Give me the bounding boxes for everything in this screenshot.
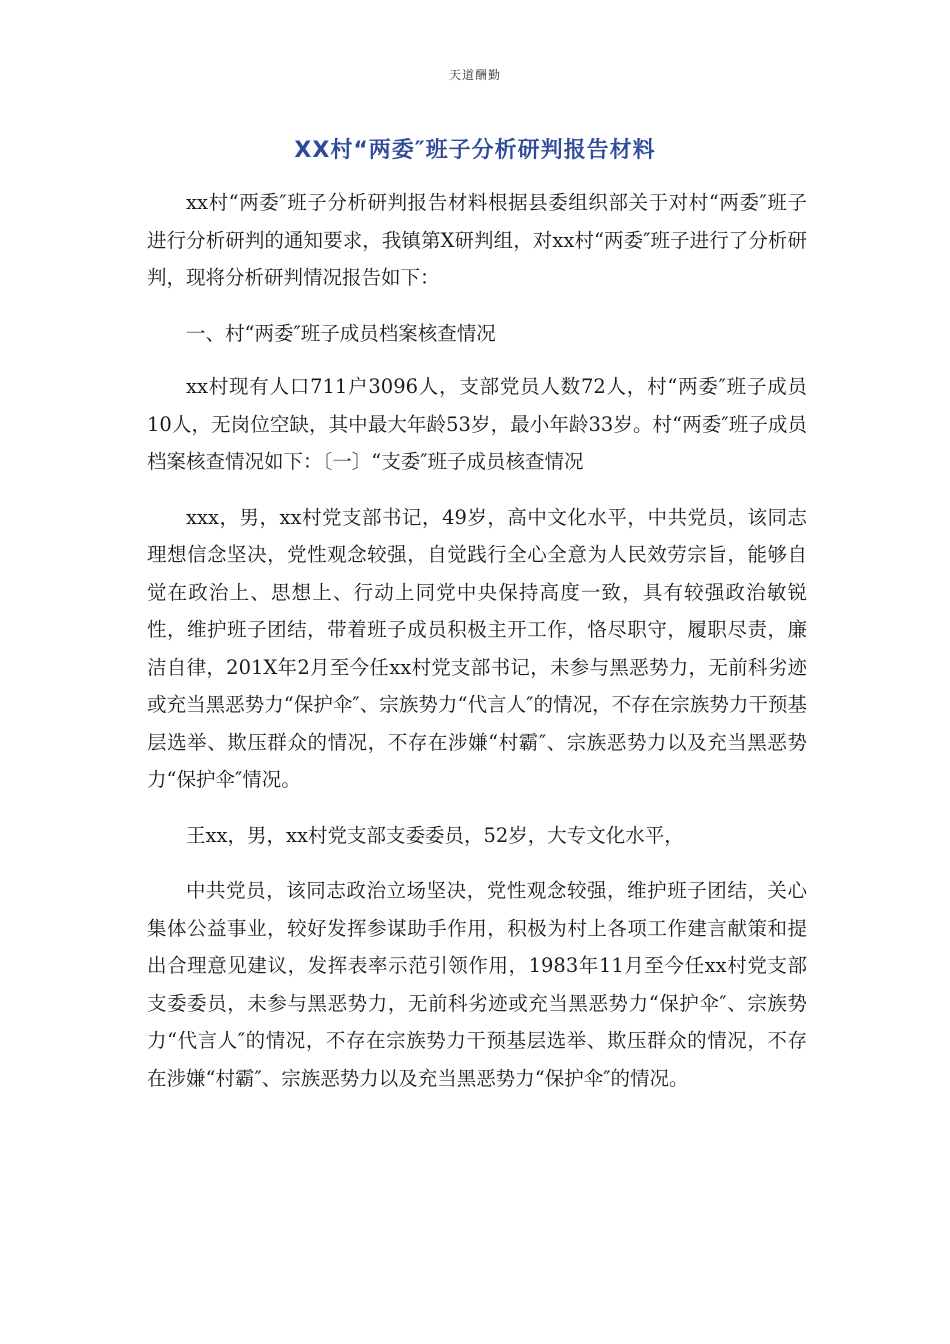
document-title: XX村“两委″班子分析研判报告材料 <box>294 138 656 163</box>
section-heading-1: 一、村“两委″班子成员档案核查情况 <box>186 321 496 345</box>
document-body <box>147 184 807 1115</box>
member-intro-paragraph: 王xx，男，xx村党支部支委委员，52岁，大专文化水平， <box>186 823 684 847</box>
header-note: 天道酬勤 <box>448 68 501 82</box>
secretary-profile-paragraph: xxx，男，xx村党支部书记，49岁，高中文化水平，中共党员，该同志理想信念坚决，党性观念较强，自觉践行全心全意为人民效劳宗旨，能够自觉在政治上、思想上、行动上同党中央保持高度一致，具有较强政治敏锐性，维护班子团结，带着班子成员积极主开工作，恪尽职守，履职尽责，廉洁自律，201X年2月至今任xx村党支部书记，未参与黑恶势力，无前科劣迹或充当黑恶势力“保护伞″、宗族势力“代言人″的情况，不存在宗族势力干预基层选举、欺压群众的情况，不存在涉嫌“村霸″、宗族恶势力以及充当黑恶势力“保护伞″情况。 <box>147 505 807 791</box>
member-profile-paragraph: 中共党员，该同志政治立场坚决，党性观念较强，维护班子团结，关心集体公益事业，较好发挥参谋助手作用，积极为村上各项工作建言献策和提出合理意见建议，发挥表率示范引领作用，1983年11月至今任xx村党支部支委委员，未参与黑恶势力，无前科劣迹或充当黑恶势力“保护伞″、宗族势力“代言人″的情况，不存在宗族势力干预基层选举、欺压群众的情况，不存在涉嫌“村霸″、宗族恶势力以及充当黑恶势力“保护伞″的情况。 <box>147 879 807 1090</box>
intro-paragraph: xx村“两委″班子分析研判报告材料根据县委组织部关于对村“两委″班子进行分析研判的通知要求，我镇第X研判组，对xx村“两委″班子进行了分析研判，现将分析研判情况报告如下： <box>147 191 807 289</box>
village-overview-paragraph: xx村现有人口711户3096人，支部党员人数72人，村“两委″班子成员10人，无岗位空缺，其中最大年龄53岁，最小年龄33岁。村“两委″班子成员档案核查情况如下：〔一〕“支委″班子成员核查情况 <box>147 375 807 473</box>
